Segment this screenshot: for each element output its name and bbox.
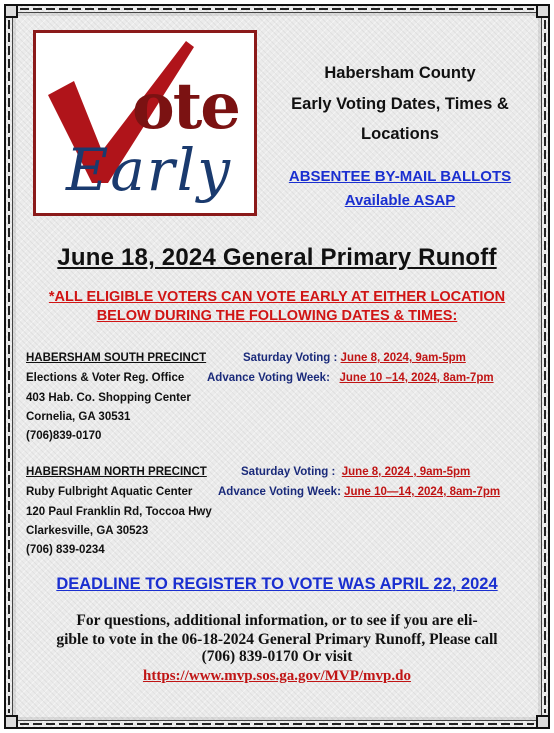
north-saturday-voting [241,466,470,478]
logo-script: Early [66,136,232,204]
saturday-date: June 8, 2024 , 9am-5pm [341,466,471,478]
north-address-line: Clarkesville, GA 30523 [26,525,149,537]
south-advance-voting [207,372,494,384]
eligible-notice: *ALL ELIGIBLE VOTERS CAN VOTE EARLY AT EITHER LOCATION [48,289,506,305]
south-phone: (706)839-0170 [26,430,102,442]
saturday-label: Saturday Voting : [241,466,342,478]
questions-text: gible to vote in the 06-18-2024 General Primary Runoff, Please call [56,631,498,648]
eligible-notice: BELOW DURING THE FOLLOWING DATES & TIMES: [96,308,458,324]
corner-ornament [4,4,18,18]
advance-label: Advance Voting Week: [218,486,345,498]
north-precinct-name: HABERSHAM NORTH PRECINCT [26,466,207,478]
border-dash-bottom [20,723,534,725]
absentee-heading: ABSENTEE BY-MAIL BALLOTS [288,168,512,185]
absentee-available: Available ASAP [344,192,456,209]
corner-ornament [536,715,550,729]
north-advance-voting [218,486,500,498]
registration-deadline: DEADLINE TO REGISTER TO VOTE WAS APRIL 22, 2024 [56,575,498,593]
logo-word: ote [132,69,239,144]
page-title: June 18, 2024 General Primary Runoff [57,244,497,271]
south-address-line: Elections & Voter Reg. Office [26,372,185,384]
south-saturday-voting [243,352,466,364]
north-phone: (706) 839-0234 [26,544,105,556]
south-address-line: 403 Hab. Co. Shopping Center [26,392,191,404]
vote-early-logo [33,30,257,216]
saturday-date: June 8, 2024, 9am-5pm [340,352,466,364]
county-heading: Habersham County [324,64,476,82]
advance-date: June 10 –14, 2024, 8am-7pm [339,372,494,384]
north-address-line: Ruby Fulbright Aquatic Center [26,486,193,498]
saturday-label: Saturday Voting : [243,352,341,364]
north-address-line: 120 Paul Franklin Rd, Toccoa Hwy [26,506,212,518]
early-voting-heading: Early Voting Dates, Times & [291,95,509,113]
border-dash-left [8,20,10,713]
locations-heading: Locations [361,125,439,143]
border-dash-top [20,8,534,10]
corner-ornament [536,4,550,18]
advance-date: June 10—14, 2024, 8am-7pm [344,486,501,498]
questions-text: (706) 839-0170 Or visit [201,648,353,665]
south-address-line: Cornelia, GA 30531 [26,411,131,423]
questions-text: For questions, additional information, or to see if you are eli- [76,612,478,629]
mvp-link[interactable]: https://www.mvp.sos.ga.gov/MVP/mvp.do [143,668,411,684]
border-dash-right [544,20,546,713]
corner-ornament [4,715,18,729]
advance-label: Advance Voting Week: [207,372,340,384]
south-precinct-name: HABERSHAM SOUTH PRECINCT [26,352,207,364]
